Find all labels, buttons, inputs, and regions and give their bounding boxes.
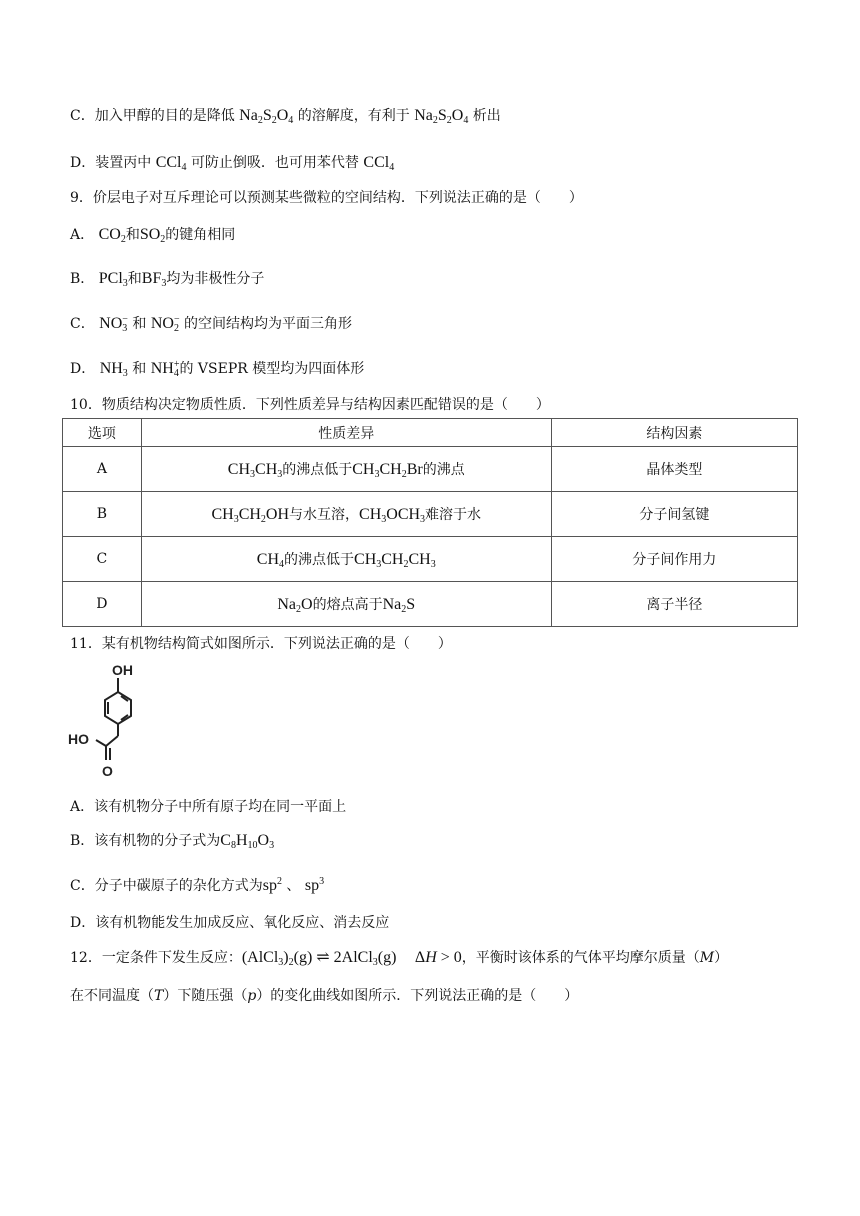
row-option: A [63, 447, 142, 492]
q8-option-c: C．加入甲醇的目的是降低 $Na_2S_2O_4$ 的溶解度，有利于 $Na_2S_2O_4$ 析出 [70, 107, 501, 126]
q10-stem: 10．物质结构决定物质性质．下列性质差异与结构因素匹配错误的是（ ） [70, 397, 550, 413]
q11-option-b: B．该有机物的分子式为$C_8H_{10}O_3$ [70, 832, 275, 851]
q12-stem-line1: 12．一定条件下发生反应：$(AlCl_3)_2(g)$ ⇌ 2AlCl$_3$(g) ΔH > 0，平衡时该体系的气体平均摩尔质量（M） [70, 949, 729, 968]
label-ho-left: HO [68, 731, 89, 747]
table-row [63, 582, 798, 627]
q8-option-d: D．装置丙中 CCl$_4$ 可防止倒吸．也可用苯代替 CCl$_4$ [70, 154, 395, 173]
q9-stem: 9．价层电子对互斥理论可以预测某些微粒的空间结构．下列说法正确的是（ ） [70, 190, 583, 206]
row-property: $CH_3CH_2OH$与水互溶，$CH_3OCH_3$难溶于水 [141, 492, 551, 537]
delta-h: ΔH > 0 [414, 949, 462, 966]
row-factor: 分子间作用力 [551, 537, 797, 582]
row-factor: 分子间氢键 [551, 492, 797, 537]
formula-na2s2o4: $Na_2S_2O_4$ [414, 107, 469, 126]
formula-no2-minus: $NO_2^-$ [150, 314, 180, 334]
reaction-equation: $(AlCl_3)_2(g)$ ⇌ 2AlCl$_3$(g) [241, 949, 397, 968]
row-property: $Na_2O$的熔点高于$Na_2S$ [141, 582, 551, 627]
formula-so2: $SO_2$ [139, 226, 166, 245]
row-option: D [63, 582, 142, 627]
formula-c8h10o3: $C_8H_{10}O_3$ [220, 832, 275, 851]
q11-option-d: D．该有机物能发生加成反应、氧化反应、消去反应 [70, 915, 390, 931]
header-property: 性质差异 [141, 419, 551, 447]
formula-nh3: $NH_3$ [99, 360, 128, 379]
row-factor: 离子半径 [551, 582, 797, 627]
label-oh-top: OH [112, 662, 133, 678]
formula-nh4-plus: $NH_4^+$ [150, 359, 180, 379]
formula-no3-minus: $NO_3^-$ [99, 314, 128, 334]
table-row [63, 537, 798, 582]
q9-option-b: B． PCl$_3$和$BF_3$均为非极性分子 [70, 270, 265, 289]
table-header-row [63, 419, 798, 447]
q9-option-d: D． $NH_3$ 和 $NH_4^+$的 VSEPR 模型均为四面体形 [70, 359, 365, 379]
formula-pcl3: PCl$_3$ [98, 270, 128, 289]
formula-ccl4: CCl$_4$ [155, 154, 187, 173]
row-property: $CH_3CH_3$的沸点低于$CH_3CH_2Br$的沸点 [141, 447, 551, 492]
row-factor: 晶体类型 [551, 447, 797, 492]
header-factor: 结构因素 [551, 419, 797, 447]
row-option: C [63, 537, 142, 582]
table-row [63, 447, 798, 492]
table-row [63, 492, 798, 537]
q11-option-a: A．该有机物分子中所有原子均在同一平面上 [70, 799, 347, 815]
q9-option-a: A． $CO_2$和$SO_2$的键角相同 [70, 226, 236, 245]
q11-stem: 11．某有机物结构简式如图所示．下列说法正确的是（ ） [70, 636, 452, 652]
q10-table [62, 418, 798, 627]
row-property: $CH_4$的沸点低于$CH_3CH_2CH_3$ [141, 537, 551, 582]
q12-stem-line2: 在不同温度（T）下随压强（p）的变化曲线如图所示．下列说法正确的是（ ） [70, 988, 579, 1004]
q9-option-c: C． $NO_3^-$ 和 $NO_2^-$ 的空间结构均为平面三角形 [70, 314, 353, 334]
q11-option-c: C．分子中碳原子的杂化方式为$sp^2$ 、 $sp^3$ [70, 876, 325, 894]
formula-na2s2o4: $Na_2S_2O_4$ [239, 107, 294, 126]
formula-ccl4: CCl$_4$ [363, 154, 395, 173]
hybrid-sp2: $sp^2$ [262, 876, 282, 894]
row-option: B [63, 492, 142, 537]
header-option: 选项 [63, 419, 142, 447]
formula-co2: $CO_2$ [98, 226, 126, 245]
hybrid-sp3: $sp^3$ [304, 876, 325, 894]
formula-bf3: $BF_3$ [141, 270, 167, 289]
label-o-bottom: O [102, 763, 113, 779]
structure-diagram [66, 660, 156, 786]
